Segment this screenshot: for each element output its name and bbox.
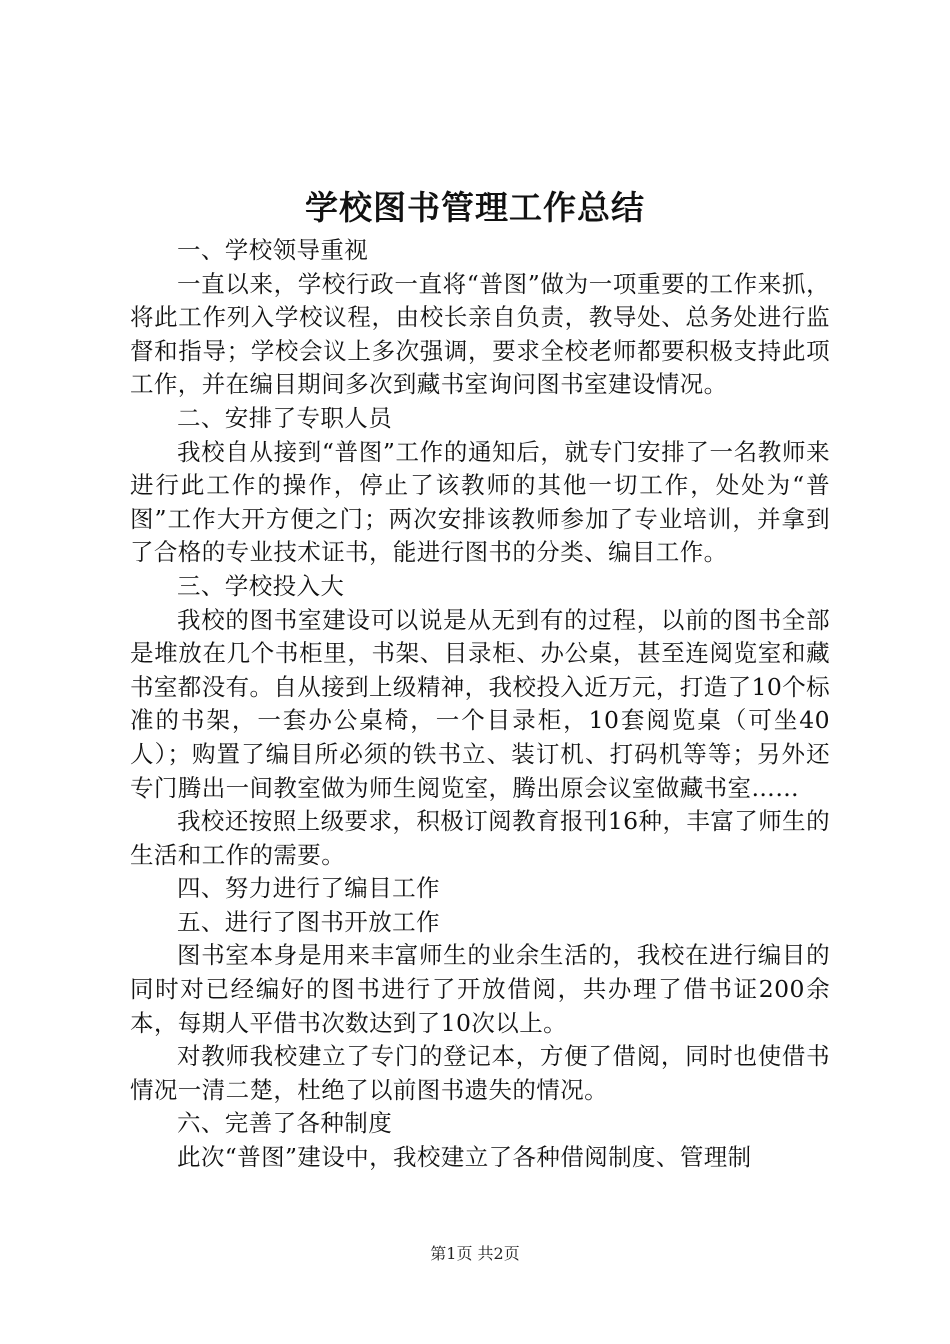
page-number: 第1页 共2页 (430, 1244, 520, 1263)
body-paragraph: 对教师我校建立了专门的登记本，方便了借阅，同时也使借书情况一清二楚，杜绝了以前图书遗失的情况。 (130, 1042, 830, 1104)
section-heading: 六、完善了各种制度 (177, 1109, 393, 1138)
body-paragraph: 一直以来，学校行政一直将“普图”做为一项重要的工作来抓，将此工作列入学校议程，由校长亲自负责，教导处、总务处进行监督和指导；学校会议上多次强调，要求全校老师都要积极支持此项工作，并在编目期间多次到藏书室询问图书室建设情况。 (130, 269, 830, 399)
document-title: 学校图书管理工作总结 (305, 188, 645, 227)
body-paragraph: 此次“普图”建设中，我校建立了各种借阅制度、管理制 (177, 1143, 752, 1172)
body-paragraph: 我校的图书室建设可以说是从无到有的过程，以前的图书全部是堆放在几个书柜里，书架、目录柜、办公桌，甚至连阅览室和藏书室都没有。自从接到上级精神，我校投入近万元，打造了10个标准的书架，一套办公桌椅，一个目录柜，10套阅览桌（可坐40人）；购置了编目所必须的铁书立、装订机、打码机等等；另外还专门腾出一间教室做为师生阅览室，腾出原会议室做藏书室…… (130, 605, 830, 802)
section-heading: 五、进行了图书开放工作 (177, 907, 440, 936)
section-heading: 三、学校投入大 (177, 571, 345, 600)
section-heading: 二、安排了专职人员 (177, 403, 393, 432)
body-paragraph: 图书室本身是用来丰富师生的业余生活的，我校在进行编目的同时对已经编好的图书进行了开放借阅，共办理了借书证200余本，每期人平借书次数达到了10次以上。 (130, 941, 830, 1037)
body-paragraph: 我校还按照上级要求，积极订阅教育报刊16种，丰富了师生的生活和工作的需要。 (130, 807, 830, 869)
section-heading: 一、学校领导重视 (177, 236, 369, 264)
section-heading: 四、努力进行了编目工作 (177, 874, 440, 903)
body-paragraph: 我校自从接到“普图”工作的通知后，就专门安排了一名教师来进行此工作的操作，停止了该教师的其他一切工作，处处为“普图”工作大开方便之门；两次安排该教师参加了专业培训，并拿到了合格的专业技术证书，能进行图书的分类、编目工作。 (130, 437, 830, 567)
document-body (130, 234, 830, 1175)
